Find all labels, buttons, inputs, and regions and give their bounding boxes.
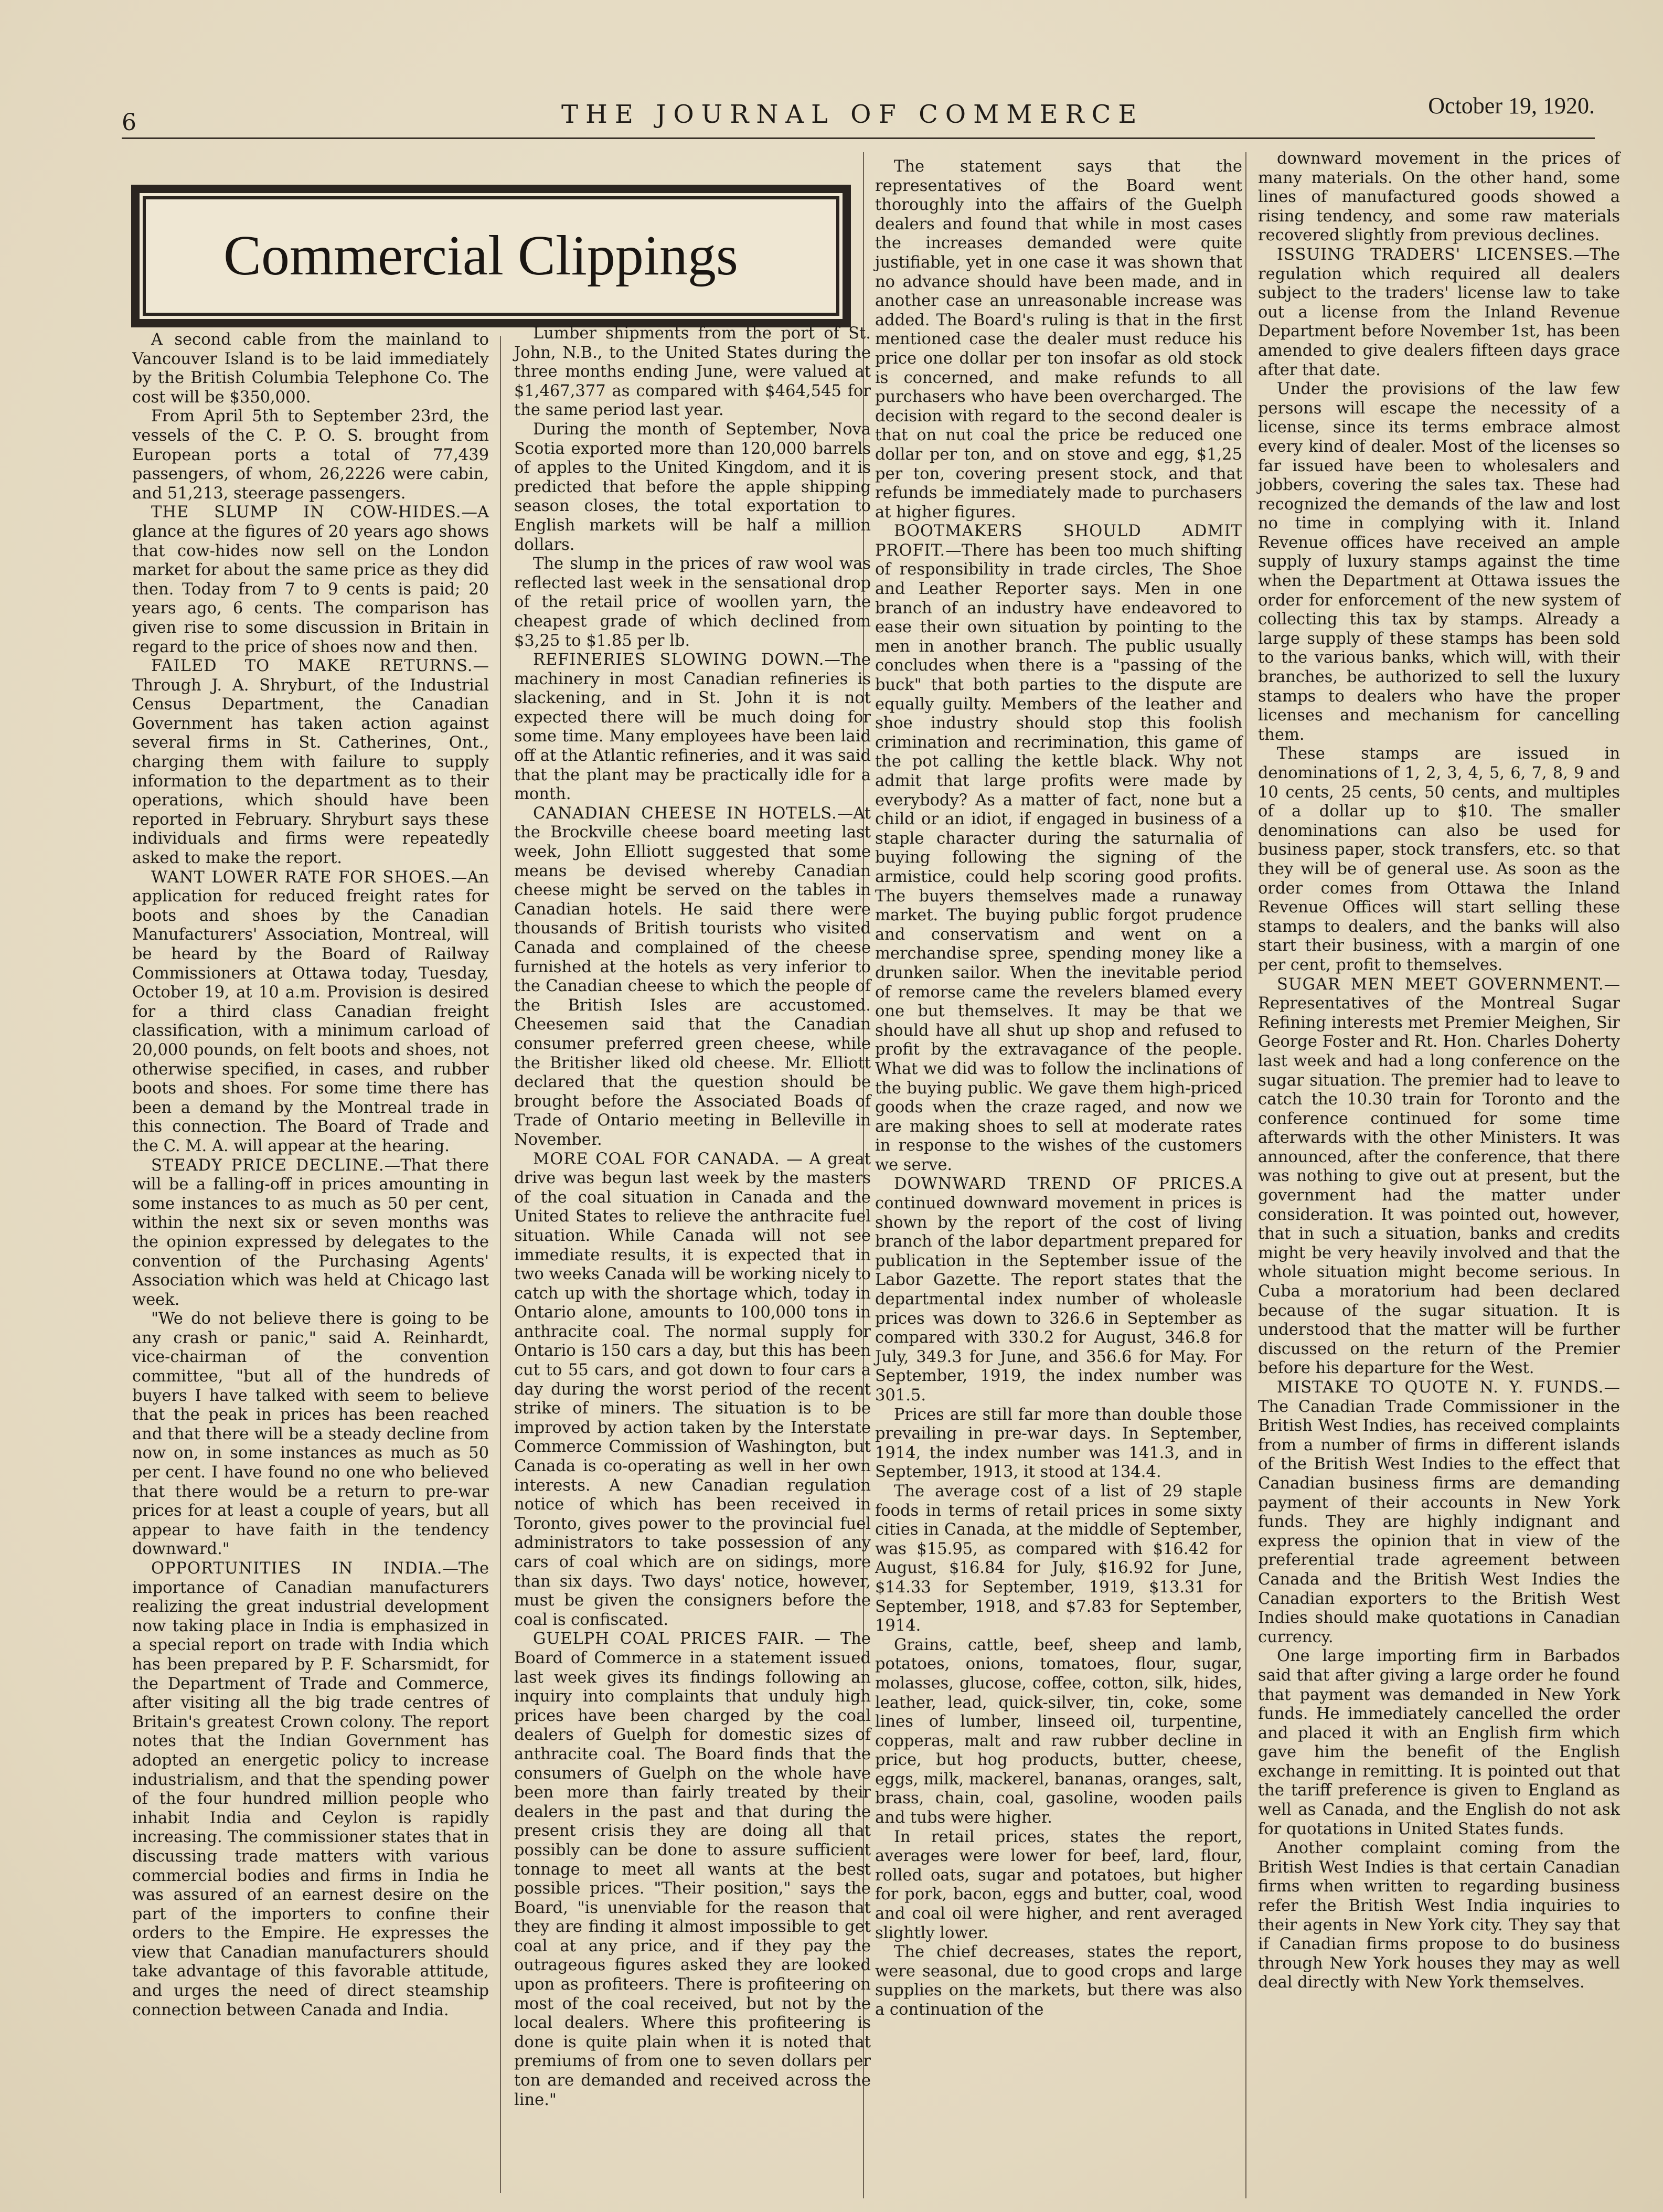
article-body: A continued downward movement in prices is shown by the report of the cost of living branch of the labor department prepared for publication in the September issue of the Labor Gazette. The report states that the departmental index number of wholeasle prices was down to 326.6 in September as compared with 330.2 for August, 346.8 for July, 349.3 for June, and 356.6 for May. For September, 1919, the index number was 301.5. xyxy=(875,1175,1242,1405)
article-body: These stamps are issued in denominations of 1, 2, 3, 4, 5, 6, 7, 8, 9 and 10 cents, 25 cents, 50 cents, and multiples of a dollar up to $10. The smaller denominations can also be used for business paper, stock transfers, etc. so that they will be of general use. As soon as the order comes from Ottawa the Inland Revenue Offices will start selling these stamps to dealers, and the banks will also start their business, with a margin of one per cent, profit to themselves. xyxy=(1258,745,1620,974)
article-paragraph xyxy=(132,503,489,657)
article-paragraph xyxy=(875,1175,1242,1405)
article-paragraph xyxy=(875,157,1242,522)
article-paragraph xyxy=(875,1828,1242,1943)
article-body: The chief decreases, states the report, were seasonal, due to good crops and large supplies on the markets, but there was also a continuation of the xyxy=(875,1943,1242,2019)
article-headline: SUGAR MEN MEET GOVERNMENT. xyxy=(1277,975,1604,994)
article-body: —A glance at the figures of 20 years ago shows that cow-hides now sell on the London market for about the same price as they did then. Today from 7 to 9 cents is paid; 20 years ago, 6 cents. The comparison has given rise to some discussion in Britain in regard to the price of shoes now and then. xyxy=(132,503,489,656)
section-banner xyxy=(131,185,851,327)
article-paragraph xyxy=(514,1630,871,2110)
article-paragraph xyxy=(875,1636,1242,1828)
article-body: —The regulation which required all dealers subject to the traders' license law to take out a license from the Inland Revenue Department before November 1st, has been amended to give dealers fifteen days grace after that date. xyxy=(1258,245,1620,379)
article-paragraph xyxy=(1258,150,1620,246)
article-paragraph xyxy=(132,657,489,868)
article-paragraph xyxy=(875,522,1242,1175)
article-body: Grains, cattle, beef, sheep and lamb, potatoes, onions, tomatoes, flour, sugar, molasses, glucose, coffee, cotton, silk, hides, leather, lead, quick-silver, tin, coke, some lines of lumber, linseed oil, turpentine, copperas, malt and raw rubber decline in price, but hog products, butter, cheese, eggs, milk, mackerel, bananas, oranges, salt, brass, chain, coal, gasoline, wooden pails and tubs were higher. xyxy=(875,1635,1242,1827)
article-body: downward movement in the prices of many materials. On the other hand, some lines of manufactured goods showed a rising tendency, and some raw materials recovered slightly from previous declines. xyxy=(1258,150,1620,245)
article-body: The statement says that the representatives of the Board went thoroughly into the affairs of the Guelph dealers and found that while in most cases the increases demanded were quite justifiable, yet in one case it was shown that no advance should have been made, and in another case an unreasonable increase was added. The Board's ruling is that in the first mentioned case the dealer must reduce his price one dollar per ton insofar as old stock is concerned, and make refunds to all purchasers who have been overcharged. The decision with regard to the second dealer is that on nut coal the price be reduced one dollar per ton, and on stove and egg, $1,25 per ton, covering present stock, and that refunds be immediately made to purchasers at higher figures. xyxy=(875,157,1242,522)
article-paragraph xyxy=(875,1943,1242,2019)
article-headline: THE SLUMP IN COW-HIDES. xyxy=(151,503,462,522)
article-column-1 xyxy=(132,331,489,2198)
article-paragraph xyxy=(514,1150,871,1630)
article-body: —The importance of Canadian manufacturers realizing the great industrial development now taking place in India is emphasized in a special report on trade with India which has been prepared by P. F. Scharsmidt, for the Department of Trade and Commerce, after visiting all the big trade centres of Britain's greatest Crown colony. The report notes that the Indian Government has adopted an energetic policy to increase industrialism, and that the spending power of the four hundred million people who inhabit India and Ceylon is rapidly increasing. The commissioner states that in discussing trade matters with various commercial bodies and firms in India he was assured of an earnest desire on the part of the importers to confine their orders to the Empire. He expresses the view that Canadian manufacturers should take advantage of this favorable attitude, and urges the need of direct steamship connection between Canada and India. xyxy=(132,1559,489,2019)
journal-title: THE JOURNAL OF COMMERCE xyxy=(561,100,1144,129)
article-headline: BOOTMAKERS SHOULD ADMIT PROFIT. xyxy=(875,522,1242,560)
article-paragraph xyxy=(514,555,871,651)
article-headline: REFINERIES SLOWING DOWN. xyxy=(533,651,825,669)
article-paragraph xyxy=(1258,745,1620,975)
article-body: —That there will be a falling-off in prices amounting in some instances to as much as 50 per cent, within the next six or seven months was the opinion expressed by delegates to the convention of the Purchasing Agents' Association which was held at Chicago last week. xyxy=(132,1156,489,1309)
article-column-2 xyxy=(514,324,871,2197)
issue-date: October 19, 1920. xyxy=(1428,93,1595,119)
article-headline: STEADY PRICE DECLINE. xyxy=(151,1156,385,1175)
article-paragraph xyxy=(132,1310,489,1559)
column-divider xyxy=(1245,152,1246,2198)
article-headline: WANT LOWER RATE FOR SHOES. xyxy=(151,868,451,887)
article-headline: DOWNWARD TREND OF PRICES. xyxy=(894,1175,1231,1194)
article-body: —The machinery in most Canadian refineries is slackening, and in St. John it is not expected there will be much doing for some time. Many employees have been laid off at the Atlantic refineries, and it was said that the plant may be practically idle for a month. xyxy=(514,651,871,804)
article-body: Prices are still far more than double those prevailing in pre-war days. In September, 1914, the index number was 141.3, and in September, 1913, it stood at 134.4. xyxy=(875,1405,1242,1482)
section-title: Commercial Clippings xyxy=(223,225,738,287)
article-paragraph xyxy=(1258,246,1620,380)
article-body: The slump in the prices of raw wool was reflected last week in the sensational drop of the retail price of woollen yarn, the cheapest grade of which declined from $3,25 to $1.85 per lb. xyxy=(514,555,871,650)
article-body: During the month of September, Nova Scotia exported more than 120,000 barrels of apples to the United Kingdom, and it is predicted that before the apple shipping season closes, the total exportation to English markets will be half a million dollars. xyxy=(514,420,871,554)
article-headline: ISSUING TRADERS' LICENSES. xyxy=(1277,245,1574,264)
article-body: —At the Brockville cheese board meeting last week, John Elliott suggested that some means be devised whereby Canadian cheese might be served on the tables in Canadian hotels. He said there were thousands of British tourists who visited Canada and complained of the cheese furnished at the hotels as very inferior to the Canadian cheese to which the people of the British Isles are accustomed. Cheesemen said that the Canadian consumer preferred green cheese, while the Britisher liked old cheese. Mr. Elliott declared that the question should be brought before the Associated Boads of Trade of Ontario meeting in Belleville in November. xyxy=(514,804,871,1149)
article-body: Under the provisions of the law few persons will escape the necessity of a license, since its terms embrace almost every kind of dealer. Most of the licenses so far issued have been to wholesalers and jobbers, covering the sales tax. These had recognized the demands of the law and lost no time in complying with it. Inland Revenue offices have received an ample supply of luxury stamps against the time when the Department at Ottawa issues the order for enforcement of the new system of collecting this tax by stamps. Already a large supply of these stamps has been sold to the various banks, which will, with their branches, be authorized to sell the luxury stamps to dealers who have the proper licenses and mechanism for cancelling them. xyxy=(1258,380,1620,744)
page-number: 6 xyxy=(122,109,136,136)
article-body: In retail prices, states the report, averages were lower for beef, lard, flour, rolled oats, sugar and potatoes, but higher for pork, bacon, eggs and butter, coal, wood and coal oil were higher, and rent averaged slightly lower. xyxy=(875,1827,1242,1942)
article-headline: MISTAKE TO QUOTE N. Y. FUNDS. xyxy=(1277,1378,1604,1397)
article-body: One large importing firm in Barbados said that after giving a large order he found that payment was demanded in New York funds. He immediately cancelled the order and placed it with an English firm which gave him the benefit of the English exchange in remitting. It is pointed out that the tariff preference is given to England as well as Canada, and the English do not ask for quotations in United States funds. xyxy=(1258,1647,1620,1838)
article-body: "We do not believe there is going to be any crash or panic," said A. Reinhardt, vice-chairman of the convention committee, "but all of the hundreds of buyers I have talked with seem to believe that the peak in prices has been reached and that there will be a steady decline from now on, in some instances as much as 50 per cent. I have found no one who believed that there would be a return to pre-war prices for at least a couple of years, but all appear to have faith in the tendency downward." xyxy=(132,1310,489,1559)
article-paragraph xyxy=(1258,1647,1620,1839)
article-paragraph xyxy=(875,1406,1242,1482)
article-paragraph xyxy=(875,1482,1242,1636)
article-paragraph xyxy=(132,868,489,1156)
article-paragraph xyxy=(132,331,489,407)
header-rule xyxy=(122,137,1595,139)
article-paragraph xyxy=(514,804,871,1150)
article-body: —An application for reduced freight rates for boots and shoes by the Canadian Manufacturers' Association, Montreal, will be heard by the Board of Railway Commissioners at Ottawa today, Tuesday, October 19, at 10 a.m. Provision is desired for a third class Canadian freight classification, with a minimum carload of 20,000 pounds, on felt boots and shoes, not otherwise specified, in cases, and rubber boots and shoes. For some time there has been a demand by the Montreal trade in this connection. The Board of Trade and the C. M. A. will appear at the hearing. xyxy=(132,868,489,1155)
article-paragraph xyxy=(1258,1839,1620,1993)
article-paragraph xyxy=(132,407,489,503)
article-paragraph xyxy=(1258,975,1620,1378)
article-paragraph xyxy=(1258,380,1620,745)
article-body: —Representatives of the Montreal Sugar Refining interests met Premier Meighen, Sir George Foster and Rt. Hon. Charles Doherty last week and had a long conference on the sugar situation. The premier had to leave to catch the 10.30 train for Toronto and the conference continued for some time afterwards with the other Ministers. It was announced, after the conference, that there was nothing to give out at present, but the government had the matter under consideration. It was pointed out, however, that in such a situation, banks and credits might be very heavily involved and that the whole situation might become serious. In Cuba a moratorium had been declared because of the sugar situation. It is understood that the matter will be further discussed on the return of the Premier before his departure for the West. xyxy=(1258,975,1620,1378)
column-divider xyxy=(500,336,501,2193)
article-body: From April 5th to September 23rd, the vessels of the C. P. O. S. brought from European ports a total of 77,439 passengers, of whom, 26,2226 were cabin, and 51,213, steerage passengers. xyxy=(132,407,489,503)
article-headline: OPPORTUNITIES IN INDIA. xyxy=(151,1559,443,1578)
article-headline: CANADIAN CHEESE IN HOTELS. xyxy=(533,804,837,823)
article-paragraph xyxy=(132,1156,489,1310)
article-paragraph xyxy=(514,324,871,420)
article-body: Another complaint coming from the British West Indies is that certain Canadian firms when written to regarding business refer the British West India inquiries to their agents in New York city. They say that if Canadian firms propose to do business through New York houses they may as well deal directly with New York themselves. xyxy=(1258,1839,1620,1992)
article-headline: MORE COAL FOR CANADA. xyxy=(533,1150,780,1168)
article-body: —There has been too much shifting of responsibility in trade circles, The Shoe and Leather Reporter says. Men in one branch of an industry have endeavored to ease their own situation by pointing to the men in another branch. The public usually concludes when there is a "passing of the buck" that both parties to the dispute are equally guilty. Members of the leather and shoe industry should stop this foolish crimination and recrimination, this game of the pot calling the kettle black. Why not admit that large profits were made by everybody? As a matter of fact, none but a child or an idiot, if engaged in business of a staple character during the saturnalia of buying following the signing of the armistice, could help scoring good profits. The buyers themselves made a runaway market. The buying public forgot prudence and conservatism and went on a merchandise spree, spending money like a drunken sailor. When the inevitable period of remorse came the revelers blamed every one but themselves. It may be that we should have all shut up shop and refused to profit by the extravagance of the people. What we did was to follow the inclinations of the buying public. We gave them high-priced goods when the craze raged, and now we are making shoes to sell at moderate rates in response to the wishes of the customers we serve. xyxy=(875,541,1242,1174)
article-paragraph xyxy=(514,420,871,555)
article-body: —The Canadian Trade Commissioner in the British West Indies, has received complaints from a number of firms in different islands of the British West Indies to the effect that Canadian business firms are demanding payment of their accounts in New York funds. They are highly indignant and express the opinion that in view of the preferential trade agreement between Canada and the British West Indies the Canadian exporters to the British West Indies should make quotations in Canadian currency. xyxy=(1258,1378,1620,1646)
article-column-4 xyxy=(1258,150,1620,2196)
article-body: —Through J. A. Shryburt, of the Industrial Census Department, the Canadian Government has taken action against several firms in St. Catherines, Ont., charging them with failure to supply information to the department as to their operations, which should have been reported in February. Shryburt says these individuals and firms were repeatedly asked to make the report. xyxy=(132,657,489,868)
article-headline: FAILED TO MAKE RETURNS. xyxy=(151,657,473,676)
article-body: The average cost of a list of 29 staple foods in terms of retail prices in some sixty cities in Canada, at the middle of September, was $15.95, as compared with $16.42 for August, $16.84 for July, $16.92 for June, $14.33 for September, 1919, $13.31 for September, 1918, and $7.83 for September, 1914. xyxy=(875,1482,1242,1635)
article-body: Lumber shipments from the port of St. John, N.B., to the United States during the three months ending June, were valued at $1,467,377 as compared with $464,545 for the same period last year. xyxy=(514,324,871,420)
article-body: — A great drive was begun last week by the masters of the coal situation in Canada and the United States to relieve the anthracite fuel situation. While Canada will not see immediate results, it is expected that in two weeks Canada will be working nicely to catch up with the shortage which, today in Ontario alone, amounts to 100,000 tons in anthracite coal. The normal supply for Ontario is 150 cars a day, but this has been cut to 55 cars, and got down to four cars a day during the worst period of the recent strike of miners. The situation is to be improved by action taken by the Interstate Commerce Commission of Washington, but Canada is co-operating as well in her own interests. A new Canadian regulation notice of which has been received in Toronto, gives power to the provincial fuel administrators to take possession of any cars of coal which are on sidings, more than six days. Two days' notice, however, must be given the consigners before the coal is confiscated. xyxy=(514,1150,871,1629)
article-body: — The Board of Commerce in a statement issued last week gives its findings following an inquiry into complaints that unduly high prices have been charged by the coal dealers of Guelph for domestic sizes of anthracite coal. The Board finds that the consumers of Guelph on the whole have been more than fairly treated by their dealers in the past and that during the present crisis they are doing all that possibly can be done to assure sufficient tonnage to meet all wants at the best possible prices. "Their position," says the Board, "is unenviable for the reason that they are finding it almost impossible to get coal at any price, and if they pay the outrageous figures asked they are looked upon as profiteers. There is profiteering on most of the coal received, but not by the local dealers. Where this profiteering is done is quite plain when it is noted that premiums of from one to seven dollars per ton are demanded and received across the line." xyxy=(514,1630,871,2109)
article-headline: GUELPH COAL PRICES FAIR. xyxy=(533,1630,805,1649)
article-paragraph xyxy=(514,651,871,804)
article-body: A second cable from the mainland to Vancouver Island is to be laid immediately by the British Columbia Telephone Co. The cost will be $350,000. xyxy=(132,331,489,407)
article-paragraph xyxy=(132,1559,489,2020)
article-column-3 xyxy=(875,157,1242,2198)
article-paragraph xyxy=(1258,1378,1620,1647)
page-header xyxy=(0,79,1663,136)
